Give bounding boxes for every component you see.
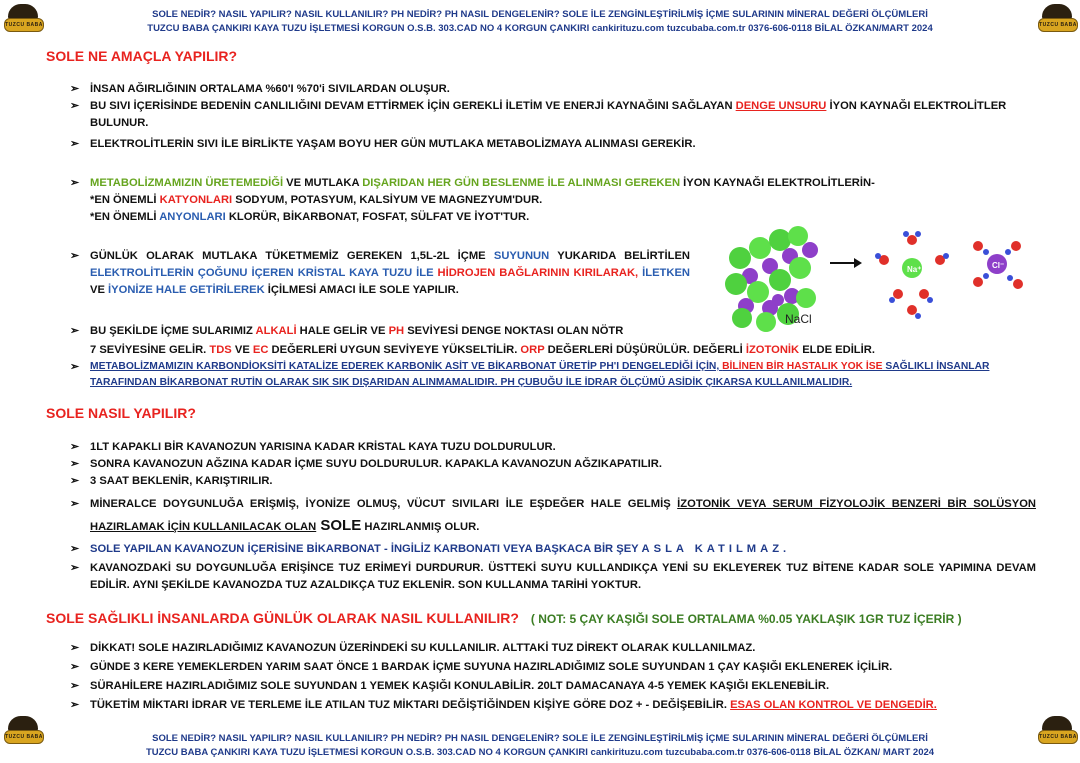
bullet-item: ➢ METABOLİZMAMIZIN ÜRETEMEDİĞİ VE MUTLAKA DIŞARIDAN HER GÜN BESLENME İLE ALINMASI GEREKEN İYON KAYNAĞI ELEKTROLİTLERİN- [70,175,1036,192]
bullet-item: ➢ SOLE YAPILAN KAVANOZUN İÇERİSİNE BİKARBONAT - İNGİLİZ KARBONATI VEYA BAŞKACA BİR ŞEY ASLA KATILMAZ. [70,541,1036,558]
section-title-how-made: SOLE NASIL YAPILIR? [46,405,196,421]
bullet-item: ➢ METABOLİZMAMIZIN KARBONDİOKSİTİ KATALİZE EDEREK KARBONİK ASİT VE BİKARBONAT ÜRETİP PH'I DENGELEDİĞİ İÇİN, BİLİNEN BİR HASTALIK YOK İSE SAĞLIKLI İNSANLAR TARAFINDAN BİKARBONAT RUTİN OLARAK SIK SIK DIŞARIDAN ALINMAMALIDIR. PH ÇUBUĞU İLE İDRAR ÖLÇÜMÜ ASİDİK ÇIKARSA KULLANILMALIDIR. [70,359,1036,391]
tuzcu-baba-logo: TUZCU BABA [4,716,42,746]
header-title-line: SOLE NEDİR? NASIL YAPILIR? NASIL KULLANILIR? PH NEDİR? PH NASIL DENGELENİR? SOLE İLE ZENGİNLEŞTİRİLMİŞ İÇME SULARININ MİNERAL DEĞERİ ÖLÇÜMLERİ [152,9,928,20]
svg-text:Na⁺: Na⁺ [907,265,922,274]
footer-contact-line: TUZCU BABA ÇANKIRI KAYA TUZU İŞLETMESİ KORGUN O.S.B. 303.CAD NO 4 KORGUN ÇANKIRI cankirituzu.com tuzcubaba.com.tr 0376-606-0118 BİLAL ÖZKAN/ MART 2024 [145,747,935,758]
svg-text:Cl⁻: Cl⁻ [992,261,1005,270]
dose-note: ( NOT: 5 ÇAY KAŞIĞI SOLE ORTALAMA %0.05 YAKLAŞIK 1GR TUZ İÇERİR ) [530,612,962,626]
bullet-item: ➢ DİKKAT! SOLE HAZIRLADIĞIMIZ KAVANOZUN ÜZERİNDEKİ SU KULLANILIR. ALTTAKİ TUZ DİREKT OLARAK KULLANILMAZ. [70,640,1036,657]
bullet-item: ➢ İNSAN AĞIRLIĞININ ORTALAMA %60'I %70'i SIVILARDAN OLUŞUR. [70,81,1036,98]
footer-title-line: SOLE NEDİR? NASIL YAPILIR? NASIL KULLANILIR? PH NEDİR? PH NASIL DENGELENİR? SOLE İLE ZENGİNLEŞTİRİLMİŞ İÇME SULARININ MİNERAL DEĞERİ ÖLÇÜMLERİ [152,733,928,744]
sodium-ion-hydrated [875,231,949,319]
chloride-ion-hydrated [973,241,1023,289]
bullet-item: ➢ BU SIVI İÇERİSİNDE BEDENİN CANLILIĞINI DEVAM ETTİRMEK İÇİN GEREKLİ İLETİM VE ENERJİ KAYNAĞINI SAĞLAYAN DENGE UNSURU İYON KAYNAĞI ELEKTROLİTLER BULUNUR. [70,98,1036,132]
bullet-item: ➢ 3 SAAT BEKLENİR, KARIŞTIRILIR. [70,473,1036,490]
tuzcu-baba-logo: TUZCU BABA [1038,716,1076,746]
bullet-item: ➢ MİNERALCE DOYGUNLUĞA ERİŞMİŞ, İYONİZE OLMUŞ, VÜCUT SIVILARI İLE EŞDEĞER HALE GELMİŞ İZOTONİK VEYA SERUM FİZYOLOJİK BENZERİ BİR SOLÜSYON HAZIRLAMAK İÇİN KULLANILACAK OLAN SOLE HAZIRLANMIŞ OLUR. [70,494,1036,538]
header-contact-line: TUZCU BABA ÇANKIRI KAYA TUZU İŞLETMESİ KORGUN O.S.B. 303.CAD NO 4 KORGUN ÇANKIRI cankirituzu.com tuzcubaba.com.tr 0376-606-0118 BİLAL ÖZKAN/MART 2024 [147,23,933,34]
nacl-dissolution-illustration [712,218,1038,334]
bullet-item: ➢ SONRA KAVANOZUN AĞZINA KADAR İÇME SUYU DOLDURULUR. KAPAKLA KAVANOZUN AĞZIKAPATILIR. [70,456,1036,473]
bullet-item: ➢ GÜNLÜK OLARAK MUTLAKA TÜKETMEMİZ GEREKEN 1,5L-2L İÇME SUYUNUN YUKARIDA BELİRTİLEN ELEKTROLİTLERİN ÇOĞUNU İÇEREN KRİSTAL KAYA TUZU İLE HİDROJEN BAĞLARININ KIRILARAK, İLETKEN VE İYONİZE HALE GETİRİLEREK İÇİLMESİ AMACI İLE SOLE YAPILIR. [70,248,690,299]
tuzcu-baba-logo: TUZCU BABA [4,4,42,34]
bullet-item: ➢ 1LT KAPAKLI BİR KAVANOZUN YARISINA KADAR KRİSTAL KAYA TUZU DOLDURULUR. [70,439,1036,456]
anions-line: *EN ÖNEMLİ ANYONLARI KLORÜR, BİKARBONAT, FOSFAT, SÜLFAT VE İYOT'TUR. [90,211,530,223]
cations-line: *EN ÖNEMLİ KATYONLARI SODYUM, POTASYUM, KALSİYUM VE MAGNEZYUM'DUR. [90,194,543,206]
section-title-purpose: SOLE NE AMAÇLA YAPILIR? [46,48,238,64]
page-header [70,8,1010,36]
bullet-item: ➢ TÜKETİM MİKTARI İDRAR VE TERLEME İLE ATILAN TUZ MİKTARI DEĞİŞTİĞİNDEN KİŞİYE GÖRE DOZ + - DEĞİŞEBİLİR. ESAS OLAN KONTROL VE DENGEDİR. [70,697,1036,714]
bullet-item: ➢ SÜRAHİLERE HAZIRLADIĞIMIZ SOLE SUYUNDAN 1 YEMEK KAŞIĞI KONULABİLİR. 20LT DAMACANAYA 4-5 YEMEK KAŞIĞI EKLENEBİLİR. [70,678,1036,695]
arrow-icon [830,258,862,268]
bullet-item: ➢ KAVANOZDAKİ SU DOYGUNLUĞA ERİŞİNCE TUZ ERİMEYİ DURDURUR. ÜSTTEKİ SUYU KULLANDIKÇA YENİ SU EKLEYEREK TUZ BİTENE KADAR SOLE YAPIMINA DEVAM EDİLİR. AYNI ŞEKİLDE KAVANOZDA TUZ AZALDIKÇA TUZ EKLENİR. SON KULLANMA TARİHİ YOKTUR. [70,560,1036,594]
bullet-item: ➢ BU ŞEKİLDE İÇME SULARIMIZ ALKALİ HALE GELİR VE PH SEVİYESİ DENGE NOKTASI OLAN NÖTR [70,323,690,340]
bullet-item: ➢ ELEKTROLİTLERİN SIVI İLE BİRLİKTE YAŞAM BOYU HER GÜN MUTLAKA METABOLİZMAYA ALINMASI GEREKİR. [70,136,1036,153]
page-footer [70,732,1010,760]
bullet-item: ➢ GÜNDE 3 KERE YEMEKLERDEN YARIM SAAT ÖNCE 1 BARDAK İÇME SUYUNA HAZIRLADIĞIMIZ SOLE SUYUNDAN 1 ÇAY KAŞIĞI EKLENEREK İÇİLİR. [70,659,1036,676]
ph-values-line: 7 SEVİYESİNE GELİR. TDS VE EC DEĞERLERİ UYGUN SEVİYEYE YÜKSELTİLİR. ORP DEĞERLERİ DÜŞÜRÜLÜR. DEĞERLİ İZOTONİK ELDE EDİLİR. [90,344,875,356]
section-title-daily-use: SOLE SAĞLIKLI İNSANLARDA GÜNLÜK OLARAK NASIL KULLANILIR? ( NOT: 5 ÇAY KAŞIĞI SOLE ORTALAMA %0.05 YAKLAŞIK 1GR TUZ İÇERİR ) [46,610,962,626]
tuzcu-baba-logo: TUZCU BABA [1038,4,1076,34]
nacl-label: NaCl [785,312,812,326]
